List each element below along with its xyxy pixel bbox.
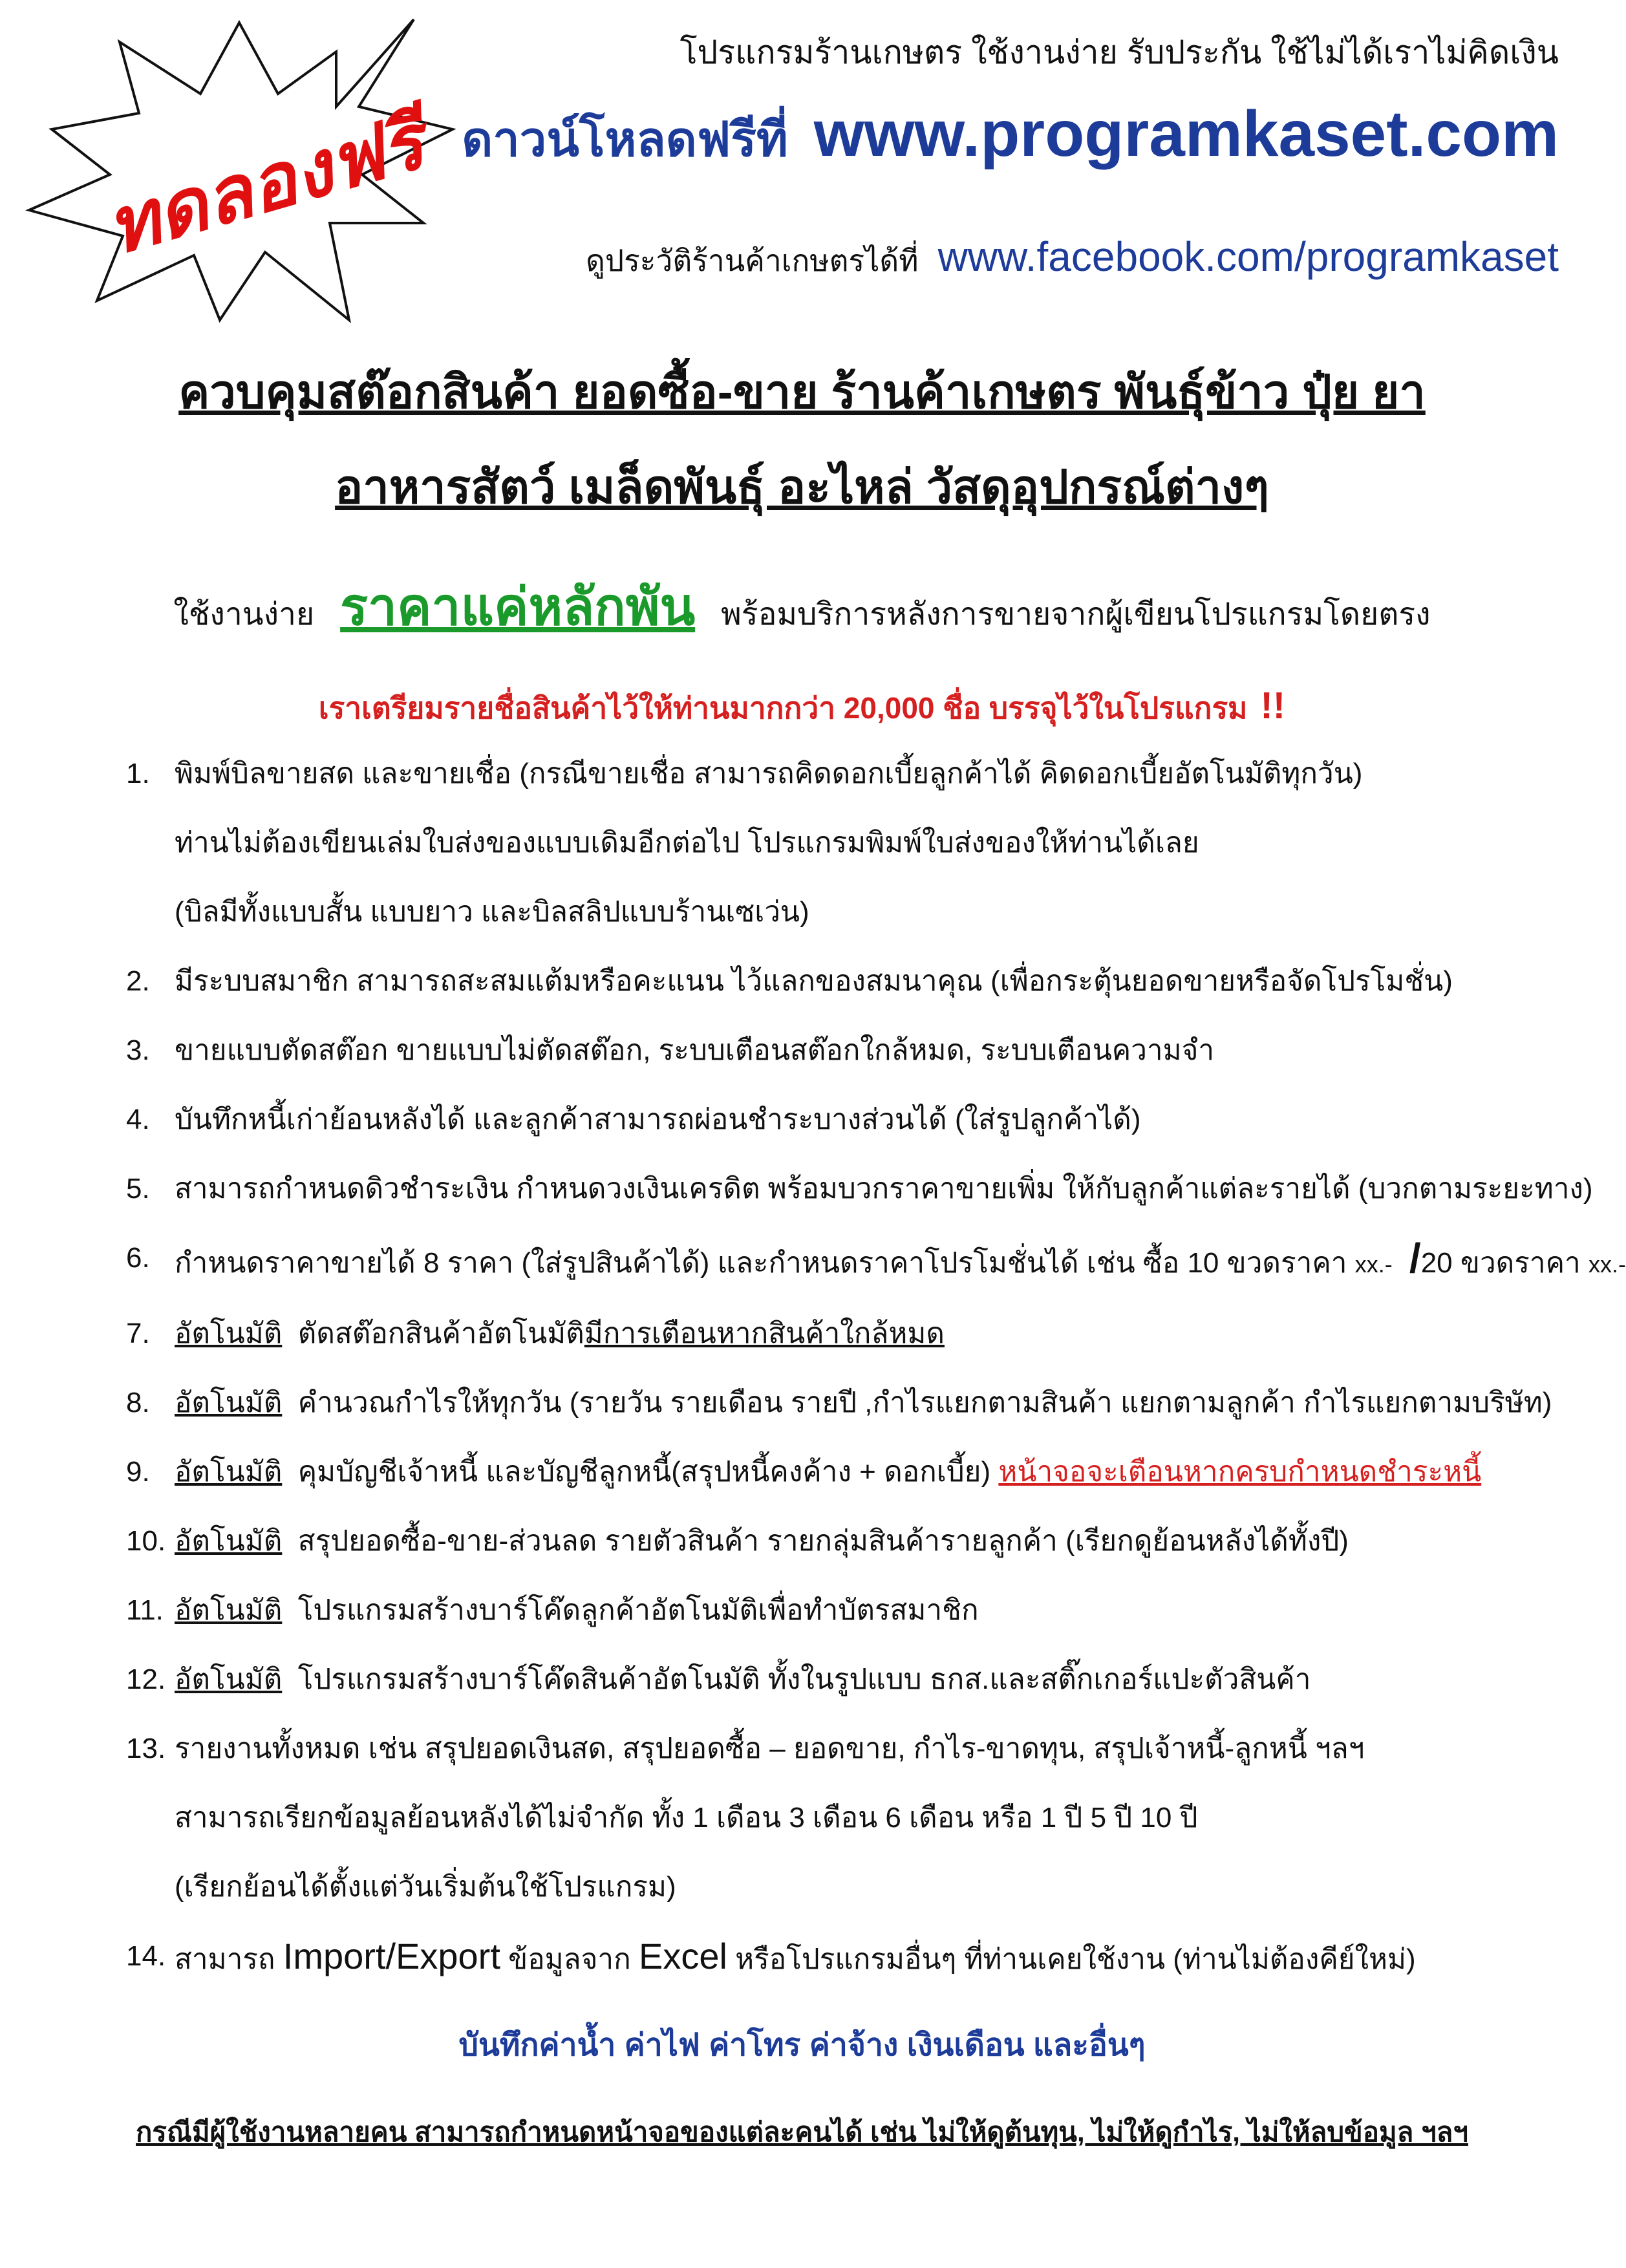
tagline: โปรแกรมร้านเกษตร ใช้งานง่าย รับประกัน ใช้ไม่ได้เราไม่คิดเงิน <box>679 34 1559 70</box>
item-text <box>175 1593 1561 1628</box>
list-item <box>126 1033 1561 1102</box>
item-number: 13. <box>126 1733 166 1764</box>
download-link[interactable]: www.programkaset.com <box>813 98 1559 170</box>
facebook-row <box>586 233 1559 284</box>
item-text-part: คุมบัญชีเจ้าหนี้ และบัญชีลูกหนี้(สรุปหนี้คงค้าง + ดอกเบี้ย) <box>297 1456 991 1488</box>
item-text: มีระบบสมาชิก สามารถสะสมแต้มหรือคะแนน ไว้แลกของสมนาคุณ (เพื่อกระตุ้นยอดขายหรือจัดโปรโมชั่น) <box>175 965 1453 997</box>
item-text <box>175 1524 1561 1559</box>
price-row <box>0 566 1604 648</box>
item-text-part: หรือโปรแกรมอื่นๆ ที่ท่านเคยใช้งาน (ท่านไม่ต้องคีย์ใหม่) <box>735 1943 1416 1975</box>
feature-list <box>126 756 1626 2011</box>
item-number: 3. <box>126 1034 150 1066</box>
item-text: สามารถกำหนดดิวชำระเงิน กำหนดวงเงินเครดิต พร้อมบวกราคาขายเพิ่ม ให้กับลูกค้าแต่ละรายได้ (บวกตามระยะทาง) <box>175 1173 1593 1204</box>
item-text <box>175 1235 1626 1282</box>
badge-text-wrap <box>97 97 434 271</box>
list-item <box>126 1524 1561 1593</box>
price-placeholder: xx.- <box>1588 1251 1626 1278</box>
item-text-part: คำนวณกำไรให้ทุกวัน (รายวัน รายเดือน รายปี ,กำไรแยกตามสินค้า แยกตามลูกค้า กำไรแยกตามบริษัท) <box>297 1387 1552 1418</box>
download-row <box>462 97 1559 177</box>
list-item <box>126 1593 1561 1662</box>
facebook-label: ดูประวัติร้านค้าเกษตรได้ที่ <box>586 244 919 277</box>
headline-line-1: ควบคุมสต๊อกสินค้า ยอดซื้อ-ขาย ร้านค้าเกษตร พันธุ์ข้าว ปุ๋ย ยา <box>178 367 1426 418</box>
notice <box>0 684 1604 732</box>
headline-line-2: อาหารสัตว์ เมล็ดพันธุ์ อะไหล่ วัสดุอุปกรณ์ต่างๆ <box>335 462 1269 513</box>
auto-label: อัตโนมัติ <box>175 1664 283 1695</box>
item-text <box>175 1662 1561 1697</box>
item-text: พิมพ์บิลขายสด และขายเชื่อ (กรณีขายเชื่อ สามารถคิดดอกเบี้ยลูกค้าได้ คิดดอกเบี้ยอัตโนมัติทุกวัน) <box>175 758 1363 789</box>
item-text-part: สรุปยอดซื้อ-ขาย-ส่วนลด รายตัวสินค้า รายกลุ่มสินค้ารายลูกค้า (เรียกดูย้อนหลังได้ทั้งปี) <box>297 1525 1349 1557</box>
item-number: 9. <box>126 1456 150 1488</box>
item-text <box>175 1455 1561 1490</box>
price-after: พร้อมบริการหลังการขายจากผู้เขียนโปรแกรมโดยตรง <box>721 597 1431 632</box>
item-text: บันทึกหนี้เก่าย้อนหลังได้ และลูกค้าสามารถผ่อนชำระบางส่วนได้ (ใส่รูปลูกค้าได้) <box>175 1104 1141 1135</box>
item-text: (บิลมีทั้งแบบสั้น แบบยาว และบิลสลิปแบบร้านเซเว่น) <box>175 896 809 928</box>
auto-label: อัตโนมัติ <box>175 1318 283 1349</box>
item-number: 5. <box>126 1173 150 1204</box>
item-text-part: 20 ขวดราคา <box>1420 1247 1581 1279</box>
facebook-link[interactable]: www.facebook.com/programkaset <box>937 233 1559 280</box>
list-item <box>126 1316 1561 1385</box>
price-before: ใช้งานง่าย <box>173 597 315 632</box>
item-number: 12. <box>126 1664 166 1695</box>
download-label: ดาวน์โหลดฟรีที่ <box>462 112 788 166</box>
underlined-text: มีการเตือนหากสินค้าใกล้หมด <box>584 1318 945 1349</box>
list-item <box>126 1936 1561 2011</box>
item-text-part: โปรแกรมสร้างบาร์โค๊ดลูกค้าอัตโนมัติเพื่อทำบัตรสมาชิก <box>297 1594 979 1626</box>
auto-label: อัตโนมัติ <box>175 1456 283 1488</box>
item-number: 4. <box>126 1104 150 1135</box>
item-number: 6. <box>126 1242 150 1274</box>
list-item <box>126 1102 1561 1171</box>
item-text: ขายแบบตัดสต๊อก ขายแบบไม่ตัดสต๊อก, ระบบเตือนสต๊อกใกล้หมด, ระบบเตือนความจำ <box>175 1034 1215 1066</box>
list-item <box>126 1455 1561 1524</box>
item-text <box>175 1316 1561 1351</box>
item-text: ท่านไม่ต้องเขียนเล่มใบส่งของแบบเดิมอีกต่อไป โปรแกรมพิมพ์ใบส่งของให้ท่านได้เลย <box>175 827 1199 859</box>
item-text-part: โปรแกรมสร้างบาร์โค๊ดสินค้าอัตโนมัติ ทั้งในรูปแบบ ธกส.และสติ๊กเกอร์แปะตัวสินค้า <box>297 1664 1311 1695</box>
auto-label: อัตโนมัติ <box>175 1594 283 1626</box>
footer-multiuser: กรณีมีผู้ใช้งานหลายคน สามารถกำหนดหน้าจอของแต่ละคนได้ เช่น ไม่ให้ดูต้นทุน, ไม่ให้ดูกำไร, ไม่ให้ลบข้อมูล ฯลฯ <box>136 2117 1468 2147</box>
price-placeholder: xx.- <box>1354 1251 1393 1278</box>
excel-text: Excel <box>638 1936 727 1976</box>
list-item <box>126 1662 1561 1731</box>
item-number: 10. <box>126 1525 166 1557</box>
list-item <box>126 1731 1561 1939</box>
item-text: สามารถเรียกข้อมูลย้อนหลังได้ไม่จำกัด ทั้ง 1 เดือน 3 เดือน 6 เดือน หรือ 1 ปี 5 ปี 10 ปี <box>175 1802 1198 1834</box>
slash-separator: / <box>1409 1235 1421 1281</box>
import-export-text: Import/Export <box>283 1936 500 1976</box>
item-text-part: ข้อมูลจาก <box>508 1943 631 1975</box>
price-highlight: ราคาแค่หลักพัน <box>340 578 696 636</box>
item-text-part: ตัดสต๊อกสินค้าอัตโนมัติ <box>297 1318 584 1349</box>
item-text: รายงานทั้งหมด เช่น สรุปยอดเงินสด, สรุปยอดซื้อ – ยอดขาย, กำไร-ขาดทุน, สรุปเจ้าหนี้-ลูกหนี้ ฯลฯ <box>175 1733 1365 1764</box>
list-item <box>126 1171 1593 1241</box>
item-number: 7. <box>126 1318 150 1349</box>
notice-exclaim: !! <box>1260 685 1286 727</box>
item-number: 11. <box>126 1594 164 1626</box>
item-number: 8. <box>126 1387 150 1418</box>
item-text-part: กำหนดราคาขายได้ 8 ราคา (ใส่รูปสินค้าได้) และกำหนดราคาโปรโมชั่นได้ เช่น ซื้อ 10 ขวดราคา <box>175 1247 1347 1279</box>
list-item <box>126 1235 1626 1316</box>
item-text <box>175 1385 1561 1420</box>
auto-label: อัตโนมัติ <box>175 1525 283 1557</box>
item-number: 2. <box>126 965 150 997</box>
item-text-part: สามารถ <box>175 1943 275 1975</box>
item-number: 1. <box>126 758 150 789</box>
footer-expenses: บันทึกค่าน้ำ ค่าไฟ ค่าโทร ค่าจ้าง เงินเดือน และอื่นๆ <box>458 2028 1146 2062</box>
list-item <box>126 756 1561 964</box>
list-item <box>126 964 1561 1033</box>
warning-text: หน้าจอจะเตือนหากครบกำหนดชำระหนี้ <box>998 1456 1482 1488</box>
item-text: (เรียกย้อนได้ตั้งแต่วันเริ่มต้นใช้โปรแกรม) <box>175 1871 676 1903</box>
auto-label: อัตโนมัติ <box>175 1387 283 1418</box>
list-item <box>126 1385 1561 1455</box>
item-text <box>175 1936 1561 1977</box>
notice-text: เราเตรียมรายชื่อสินค้าไว้ให้ท่านมากกว่า 20,000 ชื่อ บรรจุไว้ในโปรแกรม <box>318 691 1248 725</box>
badge-text: ทดลองฟรี <box>98 99 434 271</box>
item-number: 14. <box>126 1940 166 1972</box>
